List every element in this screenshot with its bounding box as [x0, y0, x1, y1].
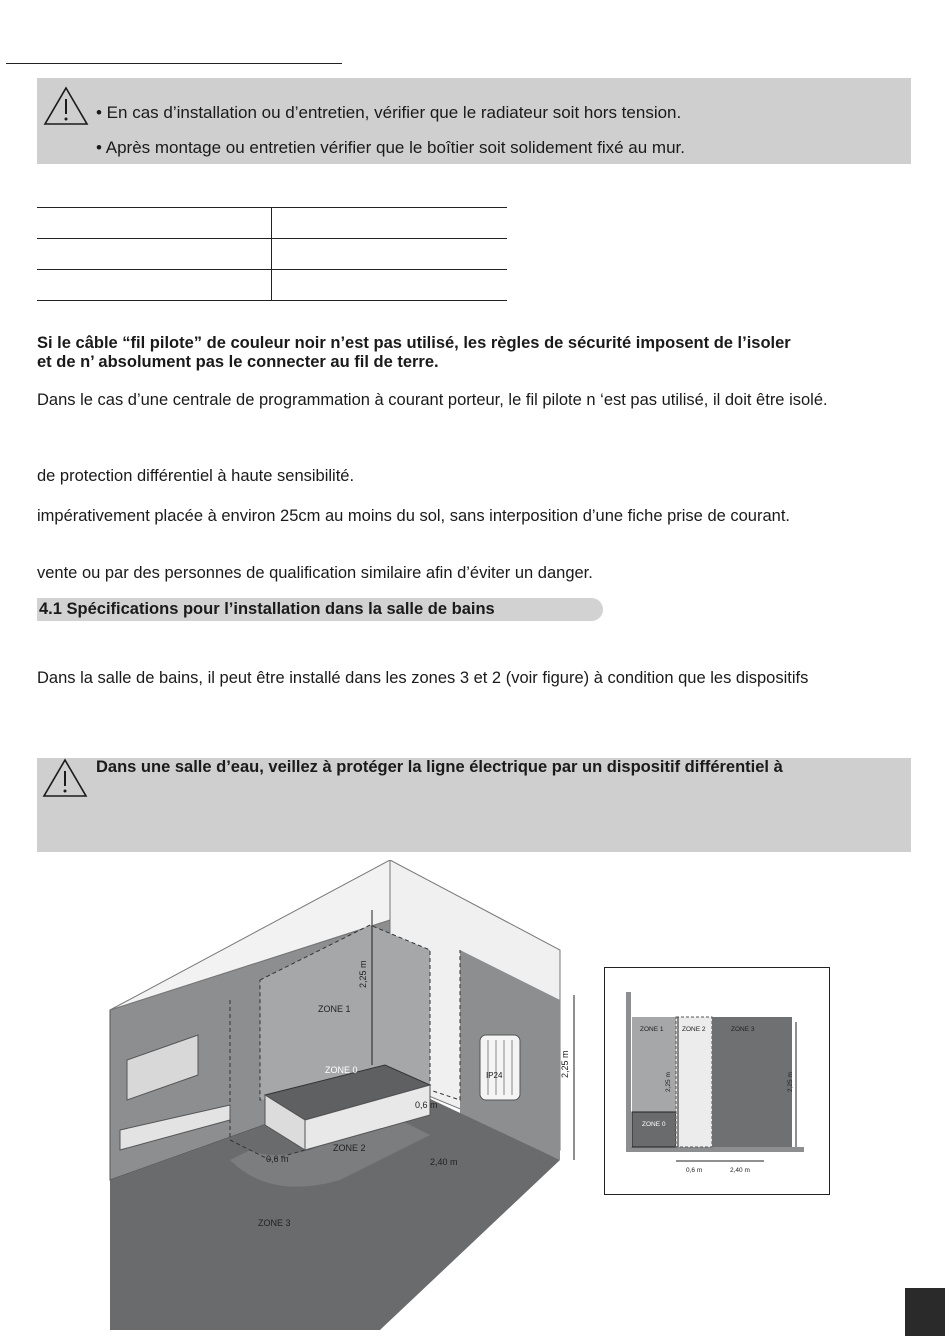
warning-line-fixed-wall: • Après montage ou entretien vérifier que le boîtier soit solidement fixé au mur.	[96, 138, 685, 157]
zone2-label: ZONE 2	[333, 1143, 366, 1153]
carrier-current-paragraph: Dans le cas d’une centrale de programmation à courant porteur, le fil pilote n ‘est pas utilisé, il doit être isolé.	[37, 391, 828, 409]
small-height-label-zone3: 2,25 m	[787, 1072, 794, 1092]
warning-icon	[43, 86, 89, 126]
warning-icon	[42, 758, 88, 798]
small-distance-zone2: 0,6 m	[686, 1167, 703, 1174]
socket-placement-paragraph: impérativement placée à environ 25cm au moins du sol, sans interposition d’une fiche prise de courant.	[37, 507, 790, 525]
distance-label-zone2: 2,40 m	[430, 1157, 458, 1167]
height-label-right: 2,25 m	[560, 1050, 570, 1078]
pilot-wire-warning-line1: Si le câble “fil pilote” de couleur noir n’est pas utilisé, les règles de sécurité imposent de l’isoler	[37, 334, 791, 352]
water-room-warning: Dans une salle d’eau, veillez à protéger la ligne électrique par un dispositif différentiel à	[96, 758, 783, 776]
small-zone0-label: ZONE 0	[642, 1121, 666, 1128]
zone0-label: ZONE 0	[325, 1065, 358, 1075]
height-label-zone1: 2,25 m	[358, 960, 368, 988]
page-corner-tab	[905, 1288, 945, 1336]
zone1-label: ZONE 1	[318, 1004, 351, 1014]
distance-label-front: 0,6 m	[266, 1154, 289, 1164]
small-height-label-zone1: 2,25 m	[665, 1072, 672, 1092]
section-heading-bathroom	[37, 598, 603, 621]
radiator-icon	[480, 1035, 520, 1100]
bathroom-zones-illustration	[100, 860, 590, 1330]
section-title: 4.1 Spécifications pour l’installation dans la salle de bains	[39, 600, 495, 618]
small-zone2-label: ZONE 2	[682, 1026, 706, 1033]
warning-line-power-off: • En cas d’installation ou d’entretien, vérifier que le radiateur soit hors tension.	[96, 103, 682, 122]
bathroom-zones-paragraph: Dans la salle de bains, il peut être installé dans les zones 3 et 2 (voir figure) à condition que les dispositifs	[37, 669, 809, 687]
small-zone1-label: ZONE 1	[640, 1026, 664, 1033]
zone3-label: ZONE 3	[258, 1218, 291, 1228]
small-distance-zone3: 2,40 m	[730, 1167, 750, 1174]
header-rule	[6, 63, 342, 64]
small-zone3-label: ZONE 3	[731, 1026, 755, 1033]
distance-label-tub: 0,6 m	[415, 1100, 438, 1110]
zones-elevation-diagram	[604, 967, 830, 1195]
pilot-wire-warning-line2: et de n’ absolument pas le connecter au fil de terre.	[37, 353, 439, 371]
ip-rating-label: IP24	[486, 1071, 503, 1080]
differential-protection-paragraph: de protection différentiel à haute sensibilité.	[37, 467, 355, 485]
qualified-person-paragraph: vente ou par des personnes de qualification similaire afin d’éviter un danger.	[37, 564, 593, 582]
